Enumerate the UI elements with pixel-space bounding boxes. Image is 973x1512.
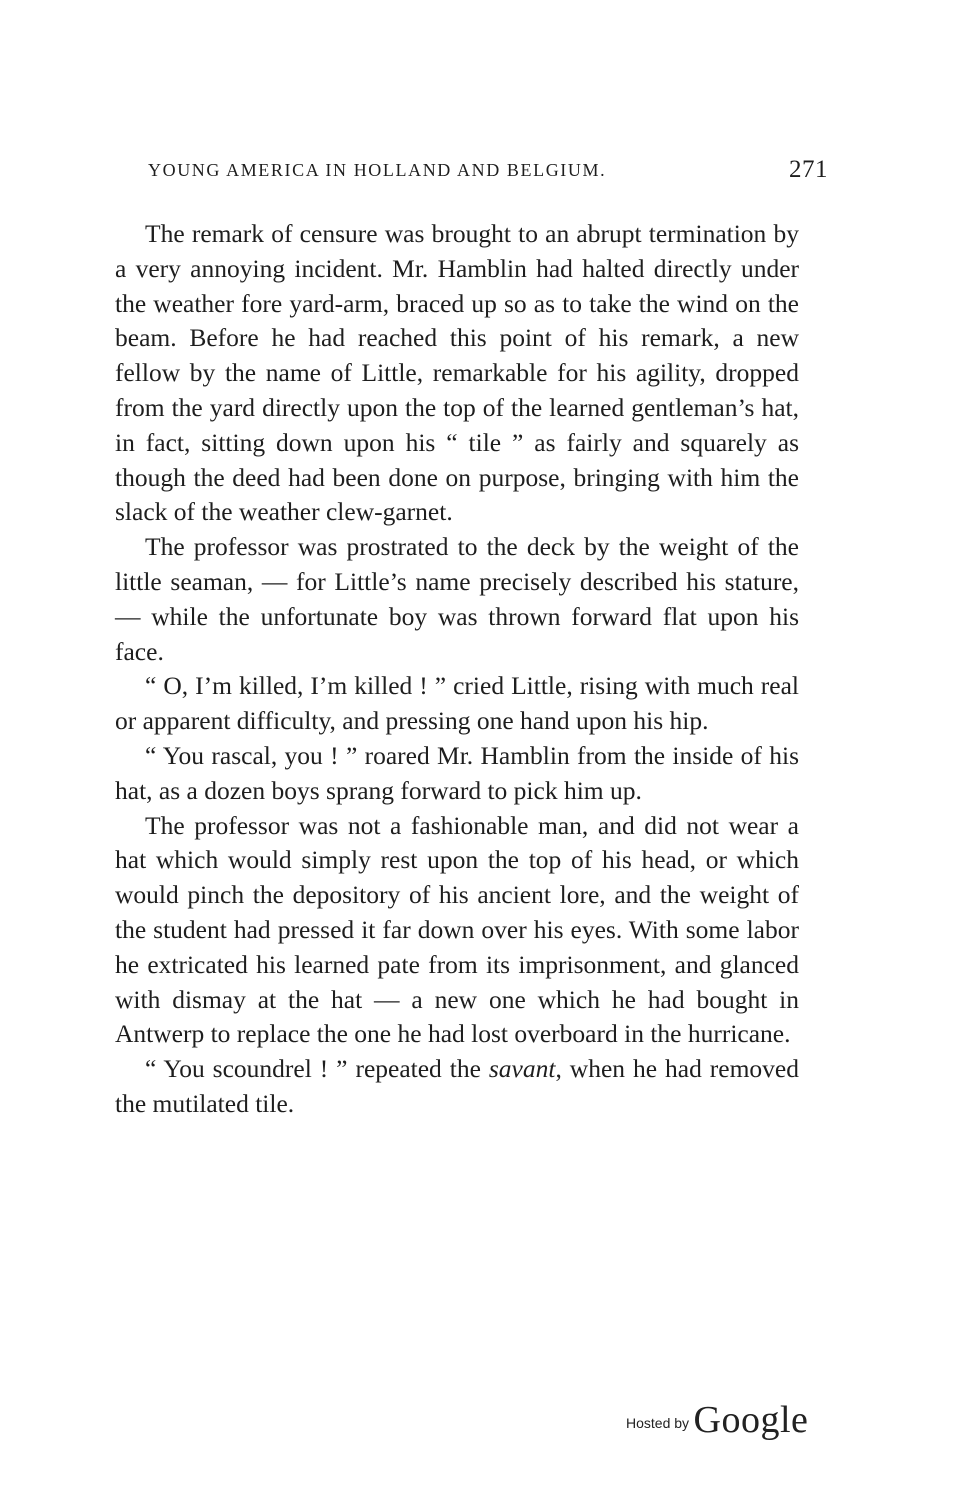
body-text <box>115 217 799 1122</box>
paragraph: The remark of censure was brought to an abrupt termination by a very annoying incident. Mr. Hamblin had halted directly under the weather fore yard-arm, braced up so as to take the wind on the beam. Before he had reached this point of his remark, a new fellow by the name of Little, remarkable for his agility, dropped from the yard directly upon the top of the learned gentleman’s hat, in fact, sitting down upon his “ tile ” as fairly and squarely as though the deed had been done on purpose, bringing with him the slack of the weather clew-garnet. <box>115 219 799 527</box>
hosted-by-label: Hosted by <box>626 1415 690 1431</box>
italic-word: savant <box>488 1054 556 1084</box>
paragraph: The professor was not a fashionable man, and did not wear a hat which would simply rest upon the top of his head, or which would pinch the depository of his ancient lore, and the weight of the student had pressed it far down over his eyes. With some labor he extricated his learned pate from its imprisonment, and glanced with dismay at the hat — a new one which he had bought in Antwerp to replace the one he had lost overboard in the hurricane. <box>115 810 799 1049</box>
page-number: 271 <box>789 156 828 183</box>
paragraph <box>115 1052 799 1122</box>
hosted-by-google-watermark <box>626 1398 808 1442</box>
paragraph: “ You rascal, you ! ” roared Mr. Hamblin from the inside of his hat, as a dozen boys sprang forward to pick him up. <box>115 740 799 805</box>
paragraph: “ O, I’m killed, I’m killed ! ” cried Little, rising with much real or apparent difficulty, and pressing one hand upon his hip. <box>115 671 799 736</box>
running-head <box>148 156 828 183</box>
google-logo: Google <box>693 1399 809 1441</box>
running-title: YOUNG AMERICA IN HOLLAND AND BELGIUM. <box>148 160 607 180</box>
paragraph-text: “ You scoundrel ! ” repeated the <box>145 1054 489 1084</box>
paragraph-text: , when he had removed the mutilated tile. <box>115 1054 799 1118</box>
paragraph: The professor was prostrated to the deck by the weight of the little seaman, — for Little’s name precisely described his stature, — while the unfortunate boy was thrown forward flat upon his face. <box>115 532 799 666</box>
